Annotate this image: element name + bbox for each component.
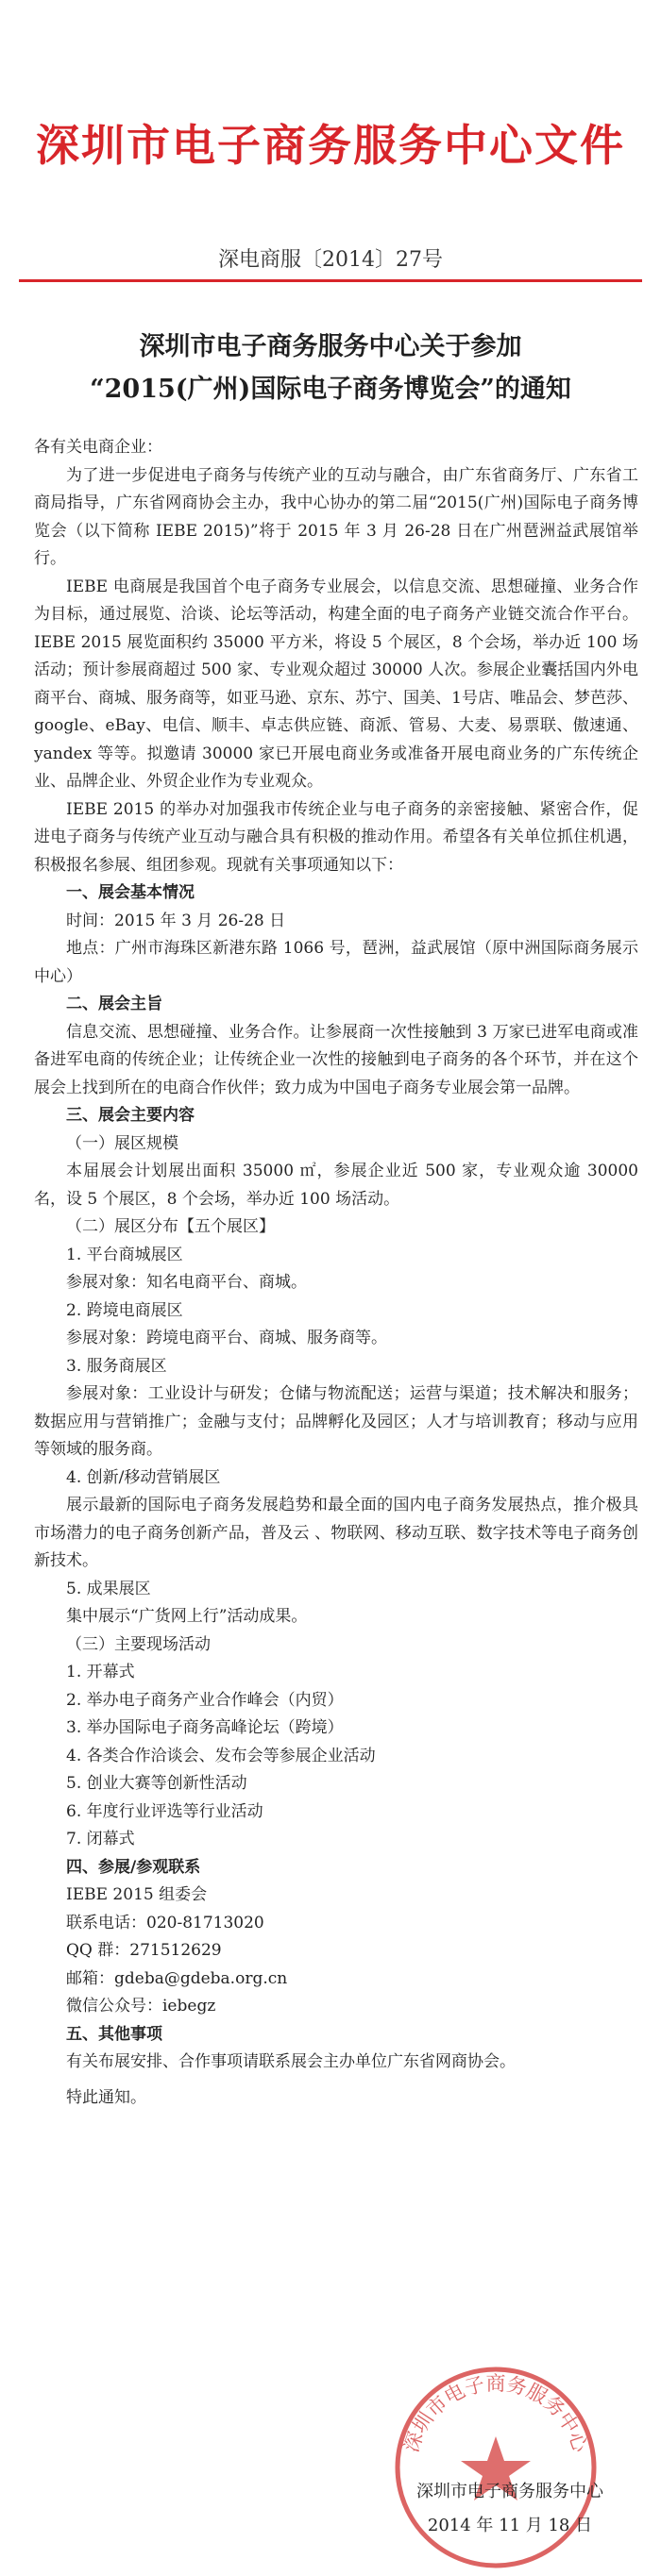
zone-description: 展示最新的国际电子商务发展趋势和最全面的国内电子商务发展热点，推介极具市场潜力的电子商务创新产品，普及云 、物联网、移动互联、数字技术等电子商务创新技术。 (34, 1496, 638, 1570)
zone-description: 参展对象：工业设计与研发；仓储与物流配送；运营与渠道；技术解决和服务；数据应用与营销推广；金融与支付；品牌孵化及园区；人才与培训教育；移动与应用等领域的服务商。 (34, 1384, 638, 1459)
activity-item: 1. 开幕式 (66, 1663, 135, 1681)
section-heading-purpose: 二、展会主旨 (66, 995, 162, 1013)
activity-item: 3. 举办国际电子商务高峰论坛（跨境） (66, 1718, 344, 1737)
zone-title: 4. 创新/移动营销展区 (66, 1467, 221, 1487)
zone-description: 集中展示“广货网上行”活动成果。 (66, 1607, 308, 1626)
document-number: 深电商服〔2014〕27号 (218, 248, 443, 272)
document-header-title: 深圳市电子商务服务中心文件 (36, 120, 625, 171)
paragraph-intro: 为了进一步促进电子商务与传统产业的互动与融合，由广东省商务厅、广东省工商局指导，广东省网商协会主办，我中心协办的第二届“2015(广州)国际电子商务博览会（以下简称 IEBE 2015)”将于 2015 年 3 月 26-28 日在广州琶洲益武展馆举行。 (34, 465, 638, 568)
contact-organizer: IEBE 2015 组委会 (66, 1885, 208, 1904)
contact-phone: 联系电话：020-81713020 (66, 1913, 264, 1932)
section-heading-content: 三、展会主要内容 (66, 1106, 195, 1125)
section-heading-basic-info: 一、展会基本情况 (66, 883, 195, 902)
zone-title: 2. 跨境电商展区 (66, 1300, 183, 1320)
paragraph-significance: IEBE 2015 的举办对加强我市传统企业与电子商务的亲密接触、紧密合作，促进电子商务与传统产业互动与融合具有积极的推动作用。希望各有关单位抓住机遇，积极报名参展、组团参观。现就有关事项通知以下： (34, 799, 638, 875)
zone-title: 3. 服务商展区 (66, 1356, 167, 1376)
zone-title: 5. 成果展区 (66, 1579, 151, 1598)
official-seal-icon (387, 2359, 604, 2576)
contact-wechat: 微信公众号：iebegz (66, 1997, 216, 2016)
scale-text: 本届展会计划展出面积 35000 ㎡，参展企业近 500 家，专业观众逾 30000 名，设 5 个展区，8 个会场，举办近 100 场活动。 (34, 1162, 638, 1209)
other-matters-text: 有关布展安排、合作事项请联系展会主办单位广东省网商协会。 (66, 2052, 516, 2071)
signature-date: 2014 年 11 月 18 日 (427, 2516, 593, 2535)
event-time: 时间：2015 年 3 月 26-28 日 (66, 911, 286, 930)
purpose-text: 信息交流、思想碰撞、业务合作。让参展商一次性接触到 3 万家已进军电商或准备进军电商的传统企业；让传统企业一次性的接触到电子商务的各个环节，并在这个展会上找到所在的电商合作伙伴；致力成为中国电子商务专业展会第一品牌。 (34, 1022, 638, 1097)
activity-item: 2. 举办电子商务产业合作峰会（内贸） (66, 1690, 344, 1710)
svg-text:深圳市电子商务服务中心: 深圳市电子商务服务中心 (399, 2372, 592, 2455)
subsection-zones: （二）展区分布【五个展区】 (66, 1217, 275, 1236)
zone-description: 参展对象：知名电商平台、商城。 (66, 1273, 307, 1292)
closing-text: 特此通知。 (66, 2087, 146, 2107)
subsection-activities: （三）主要现场活动 (66, 1634, 211, 1654)
activity-item: 6. 年度行业评选等行业活动 (66, 1801, 263, 1821)
activity-item: 5. 创业大赛等创新性活动 (66, 1774, 247, 1793)
salutation: 各有关电商企业： (34, 438, 162, 457)
section-heading-contact: 四、参展/参观联系 (66, 1857, 201, 1877)
notice-title-line1: 深圳市电子商务服务中心关于参加 (139, 332, 522, 361)
notice-body (34, 434, 638, 2112)
header-divider (19, 279, 642, 282)
contact-qq: QQ 群：271512629 (66, 1941, 222, 1960)
activity-item: 4. 各类合作洽谈会、发布会等参展企业活动 (66, 1746, 376, 1765)
section-heading-other: 五、其他事项 (66, 2024, 162, 2044)
activity-item: 7. 闭幕式 (66, 1830, 135, 1848)
paragraph-iebe-overview: IEBE 电商展是我国首个电子商务专业展会，以信息交流、思想碰撞、业务合作为目标，通过展览、洽谈、论坛等活动，构建全面的电子商务产业链交流合作平台。IEBE 2015 展览面积约 35000 平方米，将设 5 个展区，8 个会场，举办近 100 场活动；预计参展商超过 500 家、专业观众超过 30000 人次。参展企业囊括国内外电商平台、商城、服务商等，如亚马逊、京东、苏宁、国美、1号店、唯品会、梦芭莎、google、eBay、电信、顺丰、卓志供应链、商派、管易、大麦、易票联、傲速通、yandex 等等。拟邀请 30000 家已开展电商业务或准备开展电商业务的广东传统企业、品牌企业、外贸企业作为专业观众。 (34, 577, 638, 791)
event-venue: 地点：广州市海珠区新港东路 1066 号，琶洲，益武展馆（原中洲国际商务展示中心） (34, 939, 638, 986)
notice-title-line2: “2015(广州)国际电子商务博览会”的通知 (90, 375, 571, 404)
contact-email: 邮箱：gdeba@gdeba.org.cn (66, 1968, 288, 1988)
zone-description: 参展对象：跨境电商平台、商城、服务商等。 (66, 1329, 387, 1347)
subsection-scale: （一）展区规模 (66, 1133, 178, 1153)
signature-organization: 深圳市电子商务服务中心 (416, 2482, 603, 2501)
zone-title: 1. 平台商城展区 (66, 1245, 183, 1264)
